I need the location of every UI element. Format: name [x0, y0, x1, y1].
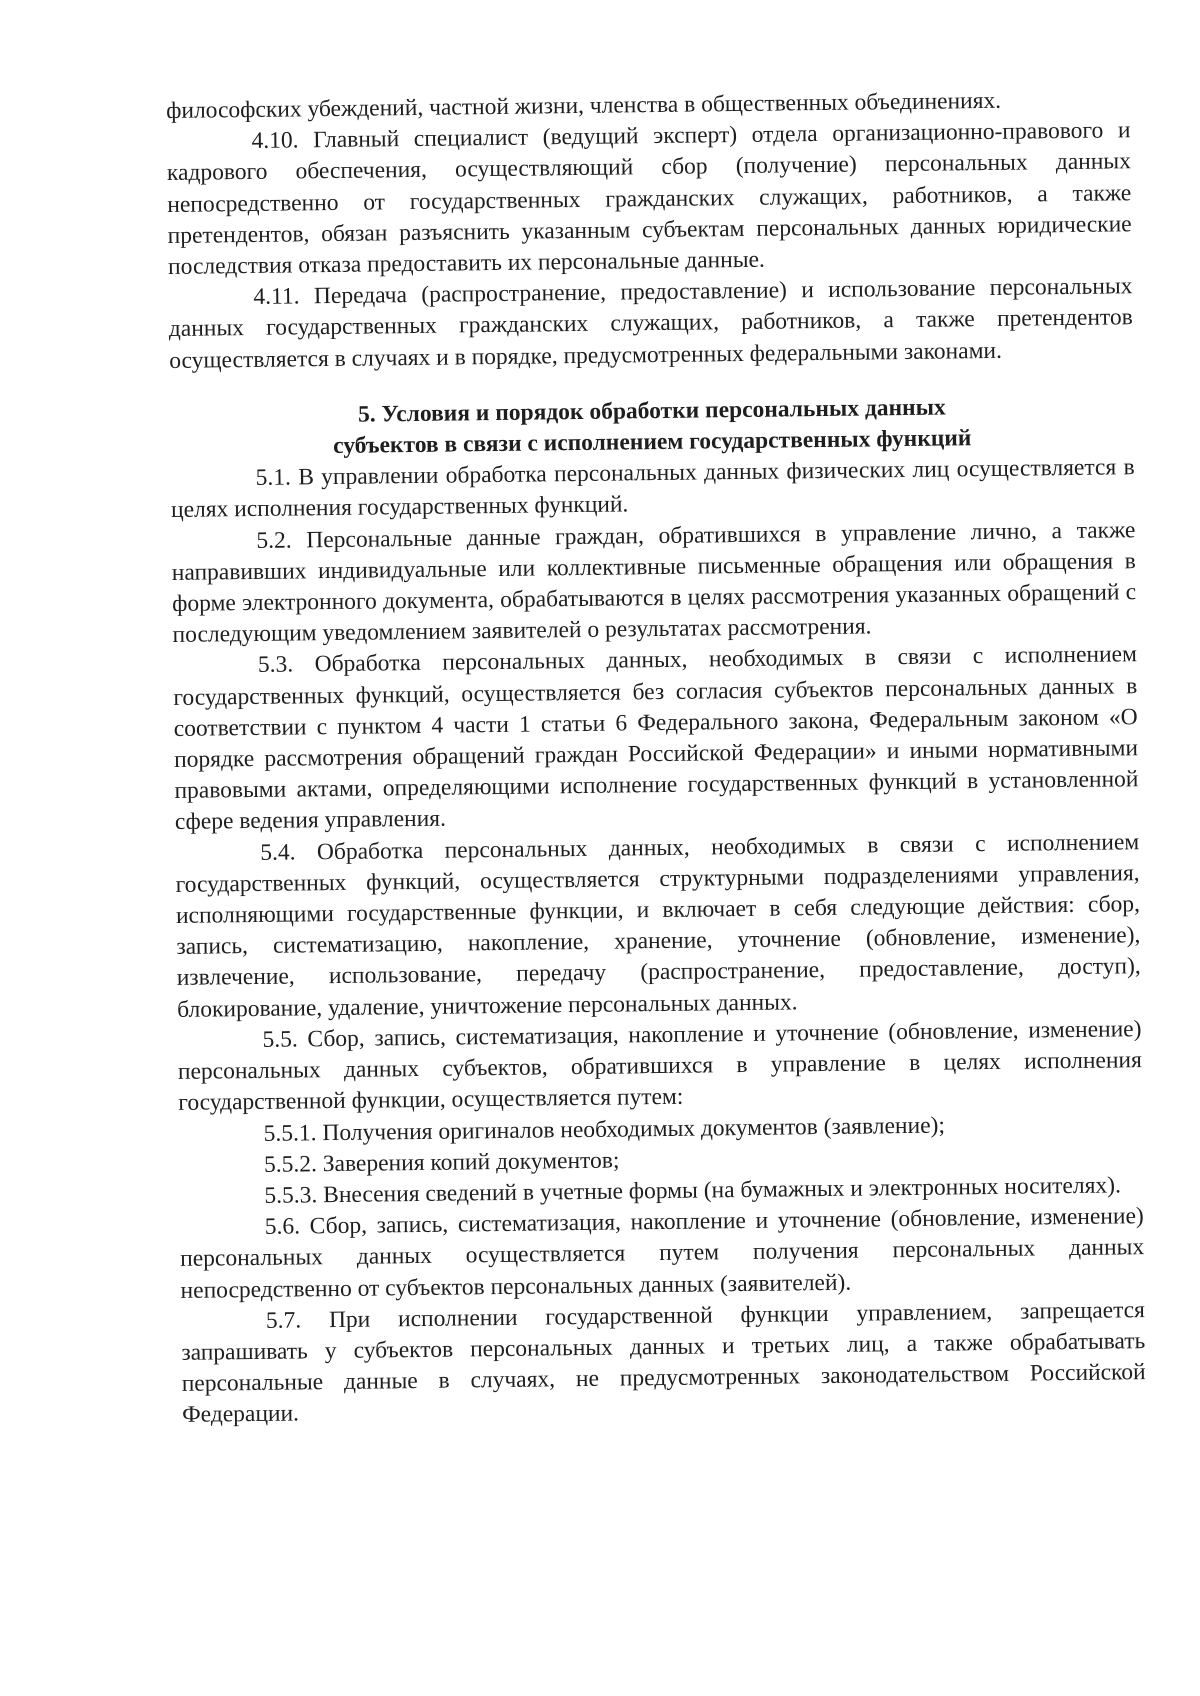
clause-5-2: 5.2. Персональные данные граждан, обратившихся в управление лично, а также направивших индивидуальные или коллективные письменные обращения или обращения в форме электронного документа, обрабатываются в целях рассмотрения указанных обращений с последующим уведомлением заявителей о результатах рассмотрения. — [171, 516, 1137, 649]
clause-5-4: 5.4. Обработка персональных данных, необходимых в связи с исполнением государственных функций, осуществляется структурными подразделениями управления, исполняющими государственные функции, и включает в себя следующие действия: сбор, запись, систематизацию, накопление, хранение, уточнение (обновление, изменение), извлечение, использование, передачу (распространение, предоставление, доступ), блокирование, удаление, уничтожение персональных данных. — [175, 828, 1141, 1023]
clause-5-5-3: 5.5.3. Внесения сведений в учетные формы (на бумажных и электронных носителях). — [264, 1172, 1122, 1209]
section-5-heading-line2: субъектов в связи с исполнением государственных функций — [332, 425, 972, 460]
section-5-heading — [170, 390, 1135, 464]
clause-5-5-2: 5.5.2. Заверения копий документов; — [263, 1147, 620, 1178]
clause-5-1: 5.1. В управлении обработка персональных данных физических лиц осуществляется в целях исполнения государственных функций. — [170, 454, 1135, 524]
clause-5-3: 5.3. Обработка персональных данных, необходимых в связи с исполнением государственных функций, осуществляется без согласия субъектов персональных данных в соответствии с пунктом 4 части 1 статьи 6 Федерального закона, Федеральным законом «О порядке рассмотрения обращений граждан Российской Федерации» и иными нормативными правовыми актами, определяющими исполнение государственных функций в установленной сфере ведения управления. — [173, 641, 1139, 836]
clause-4-11: 4.11. Передача (распространение, предоставление) и использование персональных данных государственных гражданских служащих, работников, а также претендентов осуществляется в случаях и в порядке, предусмотренных федеральными законами. — [168, 273, 1133, 374]
section-5-heading-line1: 5. Условия и порядок обработки персональных данных — [357, 394, 946, 428]
document-body — [166, 84, 1146, 1431]
intro-fragment: философских убеждений, частной жизни, членства в общественных объединениях. — [166, 87, 1002, 124]
clause-5-5-1: 5.5.1. Получения оригиналов необходимых документов (заявление); — [263, 1112, 946, 1147]
clause-5-6: 5.6. Сбор, запись, систематизация, накопление и уточнение (обновление, изменение) персональных данных осуществляется путем получения персональных данных непосредственно от субъектов персональных данных (заявителей). — [180, 1203, 1145, 1304]
clause-5-7: 5.7. При исполнении государственной функции управлением, запрещается запрашивать у субъектов персональных данных и третьих лиц, а также обрабатывать персональные данные в случаях, не предусмотренных законодательством Российской Федерации. — [181, 1296, 1146, 1429]
clause-4-10: 4.10. Главный специалист (ведущий эксперт) отдела организационно-правового и кадрового обеспечения, осуществляющий сбор (получение) персональных данных непосредственно от государственных гражданских служащих, работников, а также претендентов, обязан разъяснить указанным субъектам персональных данных юридические последствия отказа предоставить их персональные данные. — [166, 117, 1132, 281]
clause-5-5: 5.5. Сбор, запись, систематизация, накопление и уточнение (обновление, изменение) персональных данных субъектов, обратившихся в управление в целях исполнения государственной функции, осуществляется путем: — [177, 1016, 1143, 1117]
